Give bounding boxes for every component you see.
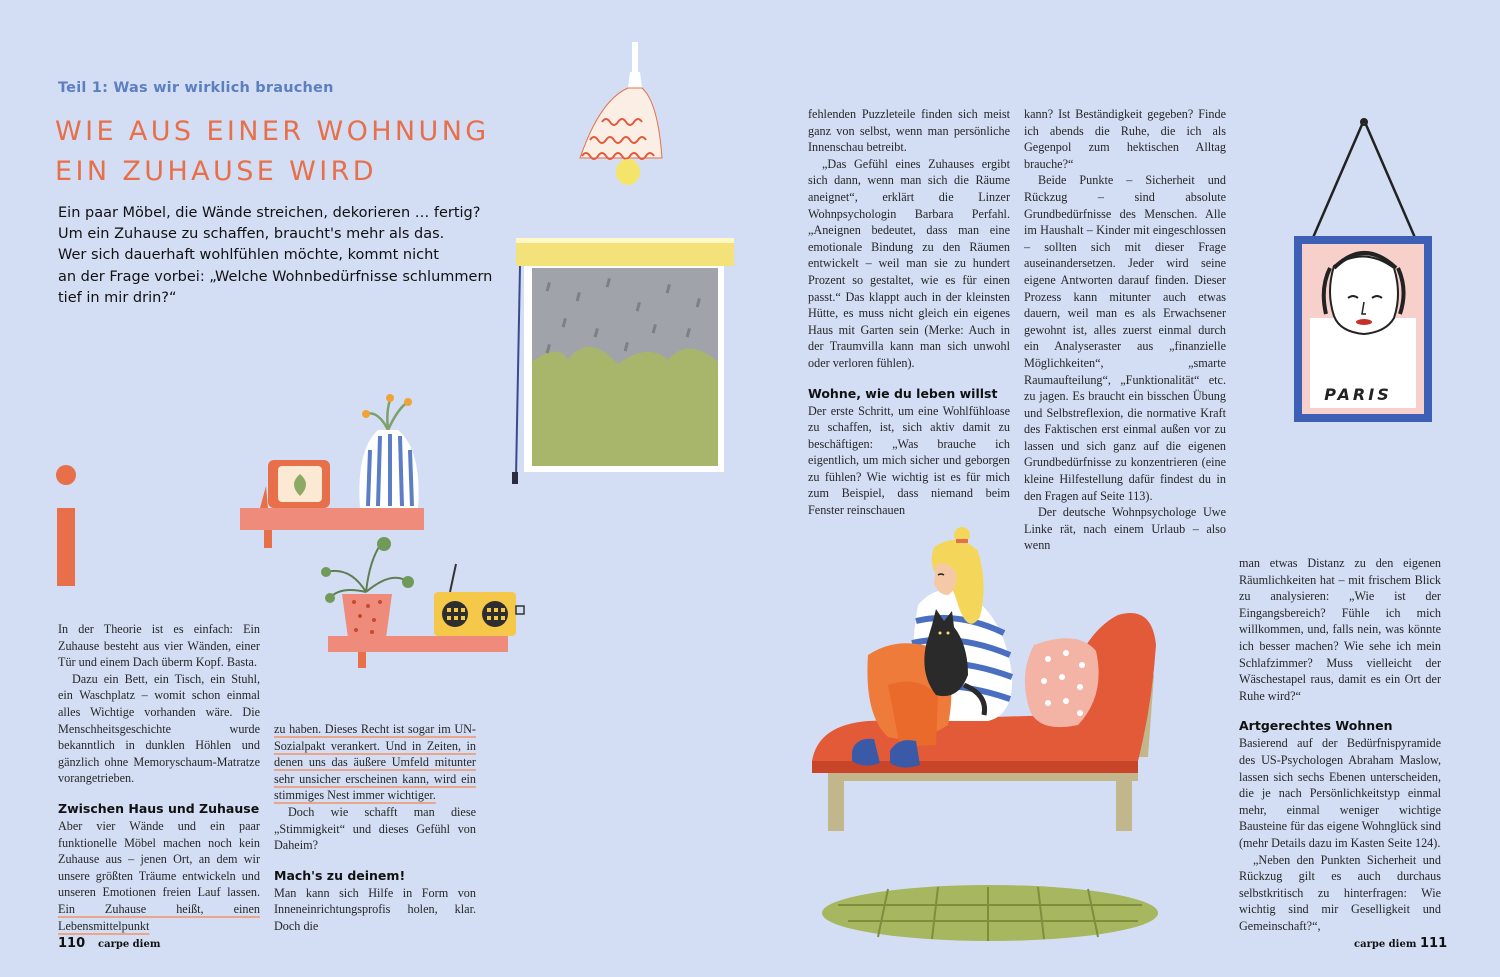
paragraph: Beide Punkte – Sicherheit und Rückzug – sind absolute Grundbedürfnisse des Menschen. Alle im Haushalt – Kinder mit eingeschlossen – sollten sich mit dieser Frage auseinandersetzen. Jeder wird seine eigene Antworten darauf finden. Dieser Prozess kann mitunter auch etwas dauern, weil man es als Erwachsener gewohnt ist, alles zuerst einmal durch ein Analyseraster aus „finanzielle Möglichkeiten“, „smarte Raumaufteilung“, „Funktionalität“ etc. zu jagen. Es braucht ein bisschen Übung und Selbstreflexion, die normative Kraft des Faktischen erst einmal außen vor zu lassen und sich ganz auf die eigenen Grundbedürfnisse zu konzentrieren (eine kleine Hilfestellung dafür findest du in den Fragen auf Seite 113). bbox=[1024, 173, 1226, 503]
paragraph bbox=[274, 721, 476, 804]
paragraph: Der deutsche Wohnpsychologe Uwe Linke rät, nach einem Urlaub – also wenn bbox=[1024, 505, 1226, 553]
headline-line-2: EIN ZUHAUSE WIRD bbox=[55, 156, 377, 187]
text-column-5 bbox=[1239, 555, 1441, 934]
dropcap-i-graphic bbox=[54, 462, 80, 588]
lede-line-1: Ein paar Möbel, die Wände streichen, dekorieren … fertig? bbox=[58, 205, 481, 221]
page-number-right: 111 bbox=[1420, 936, 1448, 951]
paragraph: „Neben den Punkten Sicherheit und Rückzug gilt es auch durchaus selbstkritisch zu hinterfragen: Wie wichtig sind mir Geselligkeit und Gemeinschaft?“, bbox=[1239, 852, 1441, 933]
lede-line-2: Um ein Zuhause zu schaffen, braucht's mehr als das. bbox=[58, 226, 445, 243]
text-column-4 bbox=[1024, 106, 1226, 554]
paragraph: Dazu ein Bett, ein Tisch, ein Stuhl, ein Waschplatz – womit schon einmal alles Wichtige vorhanden wäre. Die Menschheitsgeschichte wurde bekanntlich in dunklen Höhlen und gänzlich ohne Memoryschaum-Matratze vorangetrieben. bbox=[58, 671, 260, 786]
headline-line-1: WIE AUS EINER WOHNUNG bbox=[55, 116, 490, 147]
paragraph: kann? Ist Beständigkeit gegeben? Finde ich abends die Ruhe, die ich als Gegenpol zum hektischen Alltag brauche?“ bbox=[1024, 107, 1226, 171]
window-illustration bbox=[508, 232, 740, 488]
text-column-2 bbox=[274, 721, 476, 935]
lede bbox=[58, 203, 493, 309]
paragraph: Basierend auf der Bedürfnispyramide des US-Psychologen Abraham Maslow, lassen sich sechs Ebenen unterscheiden, die je nach Persönlichkeitstyp einmal mehr, einmal weniger wichtige Bausteine für das eigene Wohnglück sind (mehr Details dazu im Kasten Seite 124). bbox=[1239, 736, 1441, 850]
paragraph: Doch wie schafft man diese „Stimmigkeit“ und dieses Gefühl von Daheim? bbox=[274, 804, 476, 853]
paragraph: fehlenden Puzzleteile finden sich meist ganz von selbst, wenn man persönliche Innenschau betreibt. bbox=[808, 107, 1010, 155]
woman-on-sofa-illustration bbox=[808, 525, 1173, 945]
poster-caption: PARIS bbox=[1324, 385, 1392, 404]
headline bbox=[55, 112, 535, 192]
subheading: Zwischen Haus und Zuhause bbox=[58, 800, 260, 816]
shelf-with-plant-and-radio bbox=[300, 536, 532, 672]
paragraph: Man kann sich Hilfe in Form von Inneneinrichtungsprofis holen, klar. Doch die bbox=[274, 885, 476, 933]
framed-poster-illustration bbox=[1290, 118, 1440, 428]
section-kicker: Teil 1: Was wir wirklich brauchen bbox=[58, 80, 334, 96]
lede-line-4: an der Frage vorbei: „Welche Wohnbedürfnisse schlummern bbox=[58, 268, 493, 285]
lede-line-3: Wer sich dauerhaft wohlfühlen möchte, kommt nicht bbox=[58, 247, 439, 264]
highlighted-quote: zu haben. Dieses Recht ist sogar im UN-Sozialpakt verankert. Und in Zeiten, in denen uns das äußere Umfeld mitunter sehr unsicher erscheinen kann, wird ein stimmiges Nest immer wichtiger. bbox=[274, 722, 476, 803]
paragraph: In der Theorie ist es einfach: Ein Zuhause besteht aus vier Wänden, einer Tür und einem Dach überm Kopf. Basta. bbox=[58, 622, 260, 670]
text-column-1 bbox=[58, 621, 260, 934]
pendant-lamp-illustration bbox=[570, 40, 670, 190]
paragraph: Aber vier Wände und ein paar funktionelle Möbel machen noch kein Zuhause aus – jenen Ort, an dem wir unsere größten Träume entwickeln und unseren Emotionen freien Lauf lassen. Ein Zuhause heißt, einen Lebensmittelpunkt bbox=[58, 818, 260, 933]
paragraph: man etwas Distanz zu den eigenen Räumlichkeiten hat – mit frischem Blick zu analysieren: „Wie ist der Eingangsbereich? Fühle ich mich willkommen, und, falls nein, was könnte ich besser machen? Wie sehe ich mein Schlafzimmer? Muss vielleicht der Wäschestapel raus, damit es ein Ort der Ruhe wird?“ bbox=[1239, 556, 1441, 703]
subheading: Mach's zu deinem! bbox=[274, 867, 406, 883]
highlighted-quote: Ein Zuhause heißt, einen Lebensmittelpunkt bbox=[58, 901, 260, 933]
paragraph: „Das Gefühl eines Zuhauses ergibt sich dann, wenn man sich die Räume aneignet“, erklärt die Linzer Wohnpsychologin Barbara Perfahl. „Aneignen bedeutet, dass man eine emotionale Bindung zu den Räumen entwickelt – weil man sie zu hundert Prozent so gestaltet, wie es für einen passt.“ Das klappt auch in der kleinsten Hütte, es muss nicht gleich ein eigenes Haus mit Garten sein (Merke: Auch in der Traumvilla kann man sich unwohl oder verloren fühlen). bbox=[808, 156, 1010, 370]
shelf-with-frame-and-vase bbox=[238, 390, 430, 552]
magazine-name-left: carpe diem bbox=[98, 939, 161, 950]
subheading: Artgerechtes Wohnen bbox=[1239, 718, 1393, 734]
page-number-left: 110 bbox=[58, 936, 86, 951]
lede-line-5: tief in mir drin?“ bbox=[58, 289, 177, 306]
subheading: Wohne, wie du leben willst bbox=[808, 385, 998, 401]
paragraph: Der erste Schritt, um eine Wohlfühloase zu schaffen, ist, sich aktiv damit zu beschäftigen: „Was brauche ich eigentlich, um mich sicher und geborgen zu fühlen? Wie wichtig ist es für mich zum Beispiel, dass niemand beim Fenster reinschauen bbox=[808, 403, 1010, 518]
text-column-3 bbox=[808, 106, 1010, 519]
magazine-name-right: carpe diem bbox=[1354, 939, 1417, 950]
